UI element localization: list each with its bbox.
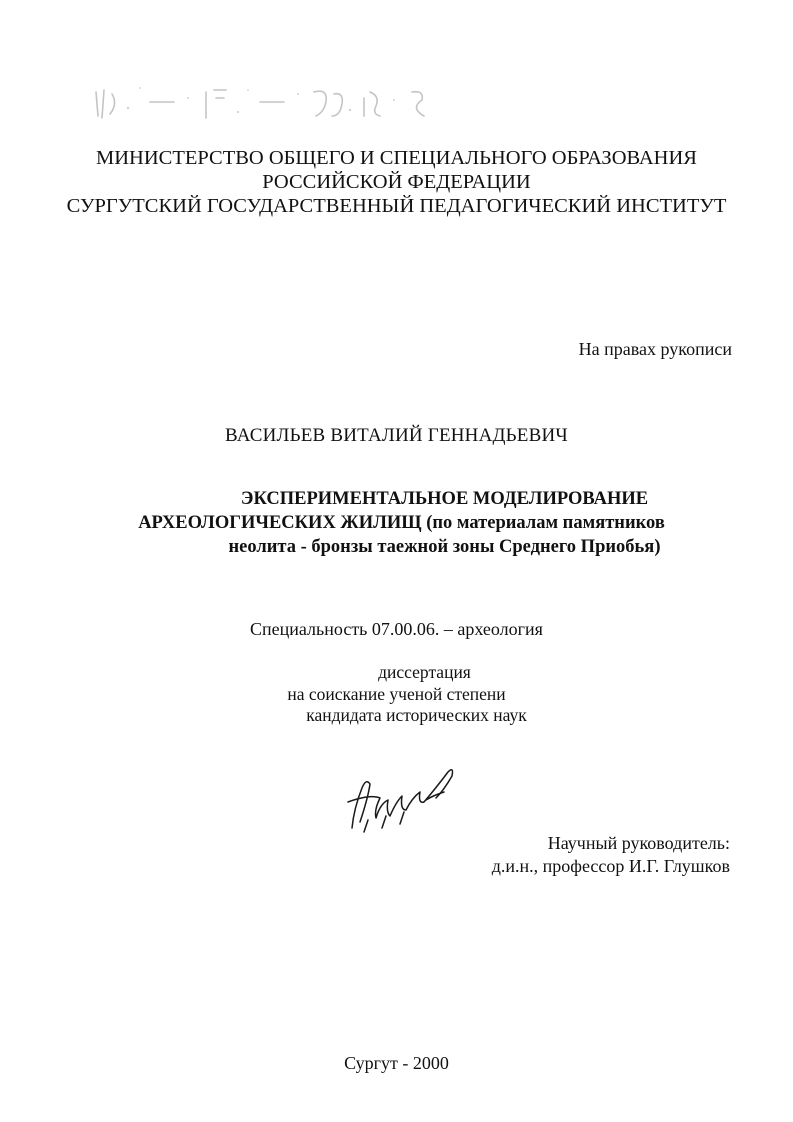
ministry-line-1: МИНИСТЕРСТВО ОБЩЕГО И СПЕЦИАЛЬНОГО ОБРАЗОВАНИЯ	[96, 147, 697, 169]
specialty-line: Специальность 07.00.06. – археология	[250, 619, 543, 639]
degree-line-3: кандидата исторических наук	[306, 705, 527, 725]
title-line-1: ЭКСПЕРИМЕНТАЛЬНОЕ МОДЕЛИРОВАНИЕ	[240, 489, 649, 509]
degree-statement	[0, 662, 793, 727]
author-name: ВАСИЛЬЕВ ВИТАЛИЙ ГЕННАДЬЕВИЧ	[225, 425, 568, 446]
scientific-supervisor	[430, 832, 730, 878]
degree-line-2: на соискание ученой степени	[287, 683, 506, 704]
manuscript-rights-note: На правах рукописи	[578, 339, 732, 359]
supervisor-name: д.и.н., профессор И.Г. Глушков	[491, 856, 730, 876]
degree-line-1: диссертация	[378, 662, 471, 682]
city-year: Сургут - 2000	[344, 1053, 449, 1073]
institute-line: СУРГУТСКИЙ ГОСУДАРСТВЕННЫЙ ПЕДАГОГИЧЕСКИЙ ИНСТИТУТ	[66, 195, 727, 217]
ministry-header	[0, 146, 793, 218]
handwritten-signature-icon	[340, 758, 470, 838]
title-line-3: неолита - бронзы таежной зоны Среднего Приобья)	[228, 537, 661, 557]
title-line-2: АРХЕОЛОГИЧЕСКИХ ЖИЛИЩ (по материалам памятников	[138, 513, 665, 533]
ministry-line-2: РОССИЙСКОЙ ФЕДЕРАЦИИ	[262, 171, 531, 193]
dissertation-title	[0, 487, 793, 559]
supervisor-label: Научный руководитель:	[547, 833, 730, 853]
faint-stamp-marks	[88, 78, 448, 126]
